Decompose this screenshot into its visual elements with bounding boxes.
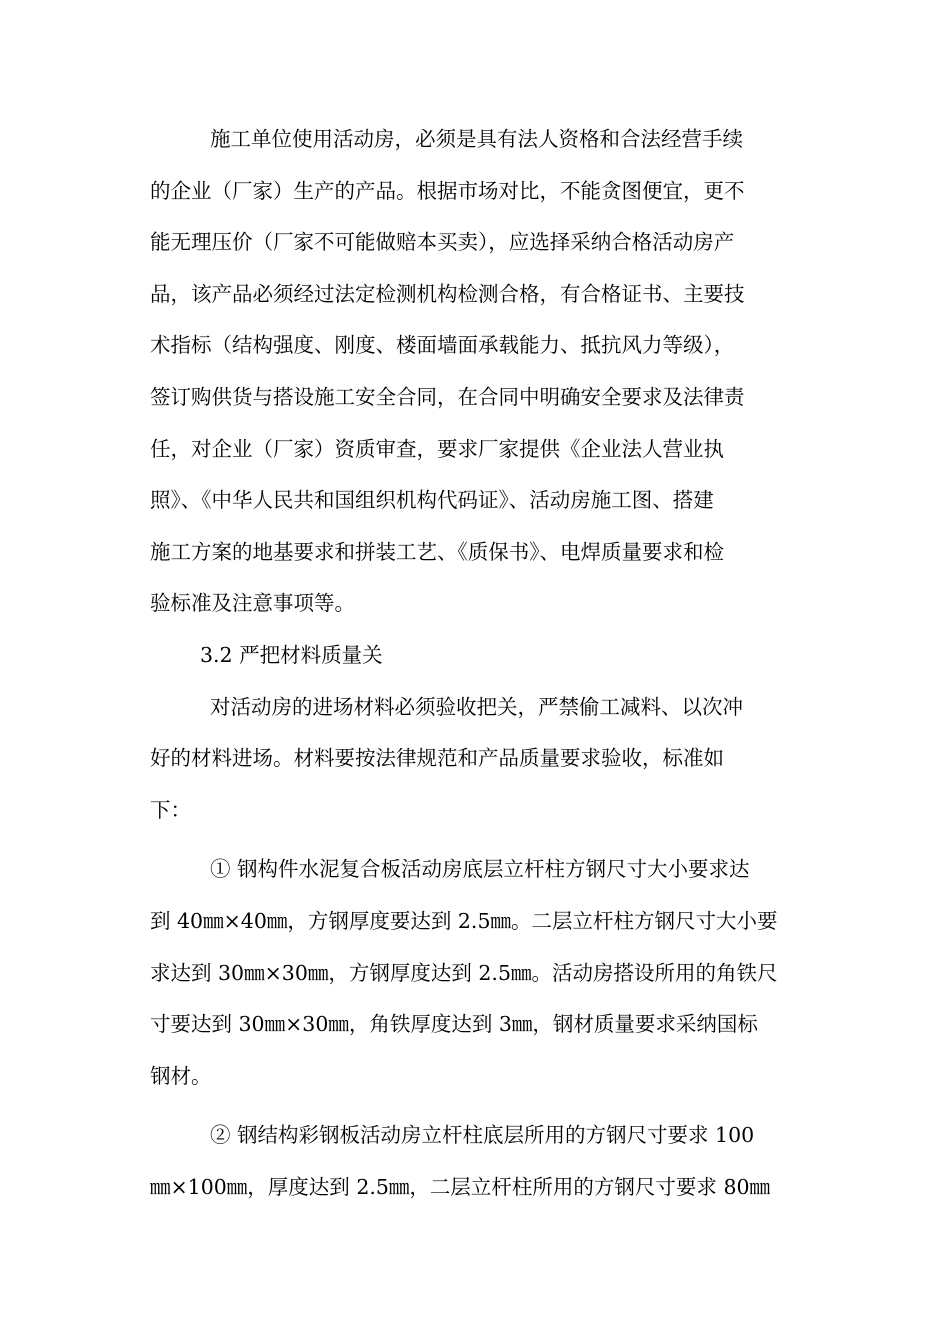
text-line: 钢材。: [150, 1063, 212, 1088]
text-line: 对活动房的进场材料必须验收把关，严禁偷工减料、以次冲: [210, 694, 743, 719]
text-line: 能无理压价（厂家不可能做赔本买卖），应选择采纳合格活动房产: [150, 230, 735, 255]
text-line: 下：: [150, 797, 191, 822]
document-body: [150, 114, 810, 1213]
text-line: ① 钢构件水泥复合板活动房底层立杆柱方钢尺寸大小要求达: [210, 857, 750, 882]
text-line: 求达到 30㎜×30㎜，方钢厚度达到 2.5㎜。活动房搭设所用的角铁尺: [150, 960, 778, 985]
text-line: 的企业（厂家）生产的产品。根据市场对比，不能贪图便宜，更不: [150, 178, 745, 203]
text-line: 品，该产品必须经过法定检测机构检测合格，有合格证书、主要技: [150, 281, 745, 306]
paragraph-steel-structure-color-board: [150, 1110, 810, 1213]
text-line: 照》、《中华人民共和国组织机构代码证》、活动房施工图、搭建: [150, 488, 714, 513]
section-heading: 3.2 严把材料质量关: [200, 642, 383, 667]
text-line: 任，对企业（厂家）资质审查，要求厂家提供《企业法人营业执: [150, 436, 724, 461]
text-line: 验标准及注意事项等。: [150, 591, 355, 616]
text-line: 施工方案的地基要求和拼装工艺、《质保书》、电焊质量要求和检: [150, 539, 724, 564]
text-line: 寸要达到 30㎜×30㎜，角铁厚度达到 3㎜，钢材质量要求采纳国标: [150, 1012, 758, 1037]
text-line: 好的材料进场。材料要按法律规范和产品质量要求验收，标准如: [150, 746, 724, 771]
text-line: 术指标（结构强度、刚度、楼面墙面承载能力、抵抗风力等级），: [150, 333, 735, 358]
text-line: 签订购供货与搭设施工安全合同，在合同中明确安全要求及法律责: [150, 384, 745, 409]
text-line: 施工单位使用活动房，必须是具有法人资格和合法经营手续: [210, 127, 743, 151]
paragraph-steel-composite-board: [150, 844, 810, 1102]
text-line: 到 40㎜×40㎜，方钢厚度要达到 2.5㎜。二层立杆柱方钢尺寸大小要: [150, 908, 778, 933]
paragraph-material-inspection: [150, 682, 810, 837]
text-line: ㎜×100㎜，厚度达到 2.5㎜，二层立杆柱所用的方钢尺寸要求 80㎜: [150, 1174, 771, 1199]
paragraph-qualification: [150, 114, 810, 630]
text-line: ② 钢结构彩钢板活动房立杆柱底层所用的方钢尺寸要求 100: [210, 1123, 755, 1148]
